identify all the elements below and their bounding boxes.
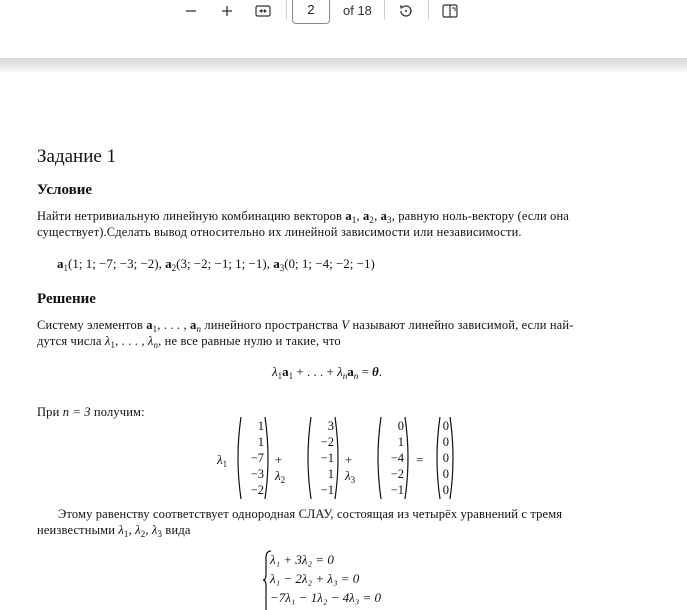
cell: 1	[257, 419, 264, 433]
fit-width-icon	[255, 5, 271, 17]
right-paren	[404, 416, 412, 500]
rotate-button[interactable]	[396, 0, 416, 22]
minus-icon	[185, 5, 197, 17]
task-title: Задание 1	[37, 146, 117, 167]
matrix-col3	[380, 418, 404, 498]
solution-text-line1: Систему элементов $a_1$, . . . , $a_n$ линейного пространства V называют линейно зависимой, если най-	[37, 318, 574, 334]
cell: 3	[327, 419, 334, 433]
solution-text-mid: линейного пространства	[201, 318, 342, 332]
right-paren	[334, 416, 342, 500]
toolbar-separator	[286, 0, 287, 20]
cell: −2	[390, 467, 404, 481]
cell: 0	[397, 419, 404, 433]
cell: 0	[442, 419, 449, 433]
plus-icon	[221, 5, 233, 17]
cell: −1	[320, 483, 334, 497]
right-paren	[264, 416, 272, 500]
condition-text-line2: существует).Сделать вывод относительно их линейной зависимости или независимости.	[37, 225, 522, 239]
system-equations	[270, 550, 381, 607]
cell: 0	[442, 435, 449, 449]
cell: −1	[320, 451, 334, 465]
equation-1: λ₁ + 3λ₂ = 0	[270, 552, 334, 567]
rotate-icon	[398, 3, 414, 19]
page-count: of 18	[343, 3, 372, 18]
zoom-out-button[interactable]	[182, 0, 200, 22]
linear-combination-formula: $\lambda_1a_1$ + . . . + $\lambda_na_n = \theta$.	[272, 364, 383, 381]
pdf-toolbar	[0, 0, 687, 32]
space-symbol: V	[341, 318, 350, 332]
vector-3-coords: (0; 1; −4; −2; −1)	[284, 256, 375, 271]
lambda1-label: $\lambda_1$	[217, 452, 228, 469]
solution-text2-suffix: не все равные нулю и такие, что	[161, 334, 341, 348]
page-gap	[0, 58, 687, 72]
equals-sign: =	[416, 452, 424, 467]
toolbar-separator	[428, 0, 429, 20]
slae-text-line1: Этому равенству соответствует однородная СЛАУ, состоящая из четырёх уравнений с тремя	[58, 507, 563, 521]
cell: −3	[250, 467, 264, 481]
cell: 0	[442, 467, 449, 481]
cell: −4	[390, 451, 404, 465]
cell: −7	[250, 451, 264, 465]
solution-heading: Решение	[37, 291, 96, 307]
equation-2: λ₁ − 2λ₂ + λ₃ = 0	[270, 571, 360, 586]
right-paren	[449, 416, 457, 500]
cell: −2	[250, 483, 264, 497]
equation-3: −7λ₁ − 1λ₂ − 4λ₃ = 0	[270, 590, 382, 605]
matrix-col1	[240, 418, 264, 498]
page-number-input[interactable]: 2	[292, 0, 330, 24]
lambda2-label: + $\lambda_2$	[275, 452, 286, 485]
toolbar-separator	[384, 0, 385, 20]
cell: 1	[327, 467, 334, 481]
cell: −1	[390, 483, 404, 497]
vector-2-coords: (3; −2; −1; 1; −1),	[176, 256, 270, 271]
n-text-prefix: При	[37, 405, 63, 419]
two-page-view-icon	[442, 4, 458, 18]
cell: 1	[257, 435, 264, 449]
condition-heading: Условие	[37, 182, 92, 198]
solution-text-line2: дутся числа $\lambda_1$, . . . , $\lambda_n$, не все равные нулю и такие, что	[37, 334, 341, 350]
condition-text-prefix: Найти нетривиальную линейную комбинацию векторов	[37, 209, 346, 223]
cell: 0	[442, 451, 449, 465]
n-text-suffix: получим:	[90, 405, 145, 419]
solution-text-prefix: Систему элементов	[37, 318, 147, 332]
condition-text-line1: Найти нетривиальную линейную комбинацию векторов $a_1$, $a_2$, $a_3$, равную ноль-вектору (если она	[37, 209, 569, 225]
slae-text-line2: неизвестными $\lambda_1$, $\lambda_2$, $\lambda_3$ вида	[37, 523, 191, 539]
vectors-list: $a_1(1$; 1; −7; −3; −2), $a_2(3$; −2; −1; 1; −1), $a_3(0$; 1; −4; −2; −1)	[57, 256, 375, 273]
slae-text-prefix: неизвестными	[37, 523, 119, 537]
cell: 0	[442, 483, 449, 497]
vector-1-coords: (1; 1; −7; −3; −2),	[68, 256, 162, 271]
cell: −2	[320, 435, 334, 449]
n-value: n = 3	[62, 405, 91, 419]
solution-text-suffix: называют линейно зависимой, если най-	[349, 318, 574, 332]
condition-text-suffix: равную ноль-вектору (если она	[394, 209, 569, 223]
zoom-in-button[interactable]	[218, 0, 236, 22]
cell: 1	[397, 435, 404, 449]
zero-vector	[439, 418, 449, 498]
solution-text2-prefix: дутся числа	[37, 334, 105, 348]
slae-text-suffix: вида	[162, 523, 191, 537]
fit-page-button[interactable]	[253, 0, 273, 22]
n-equals-text	[37, 404, 145, 420]
two-page-view-button[interactable]	[440, 0, 460, 22]
lambda3-label: + $\lambda_3$	[345, 452, 356, 485]
matrix-col2	[310, 418, 334, 498]
